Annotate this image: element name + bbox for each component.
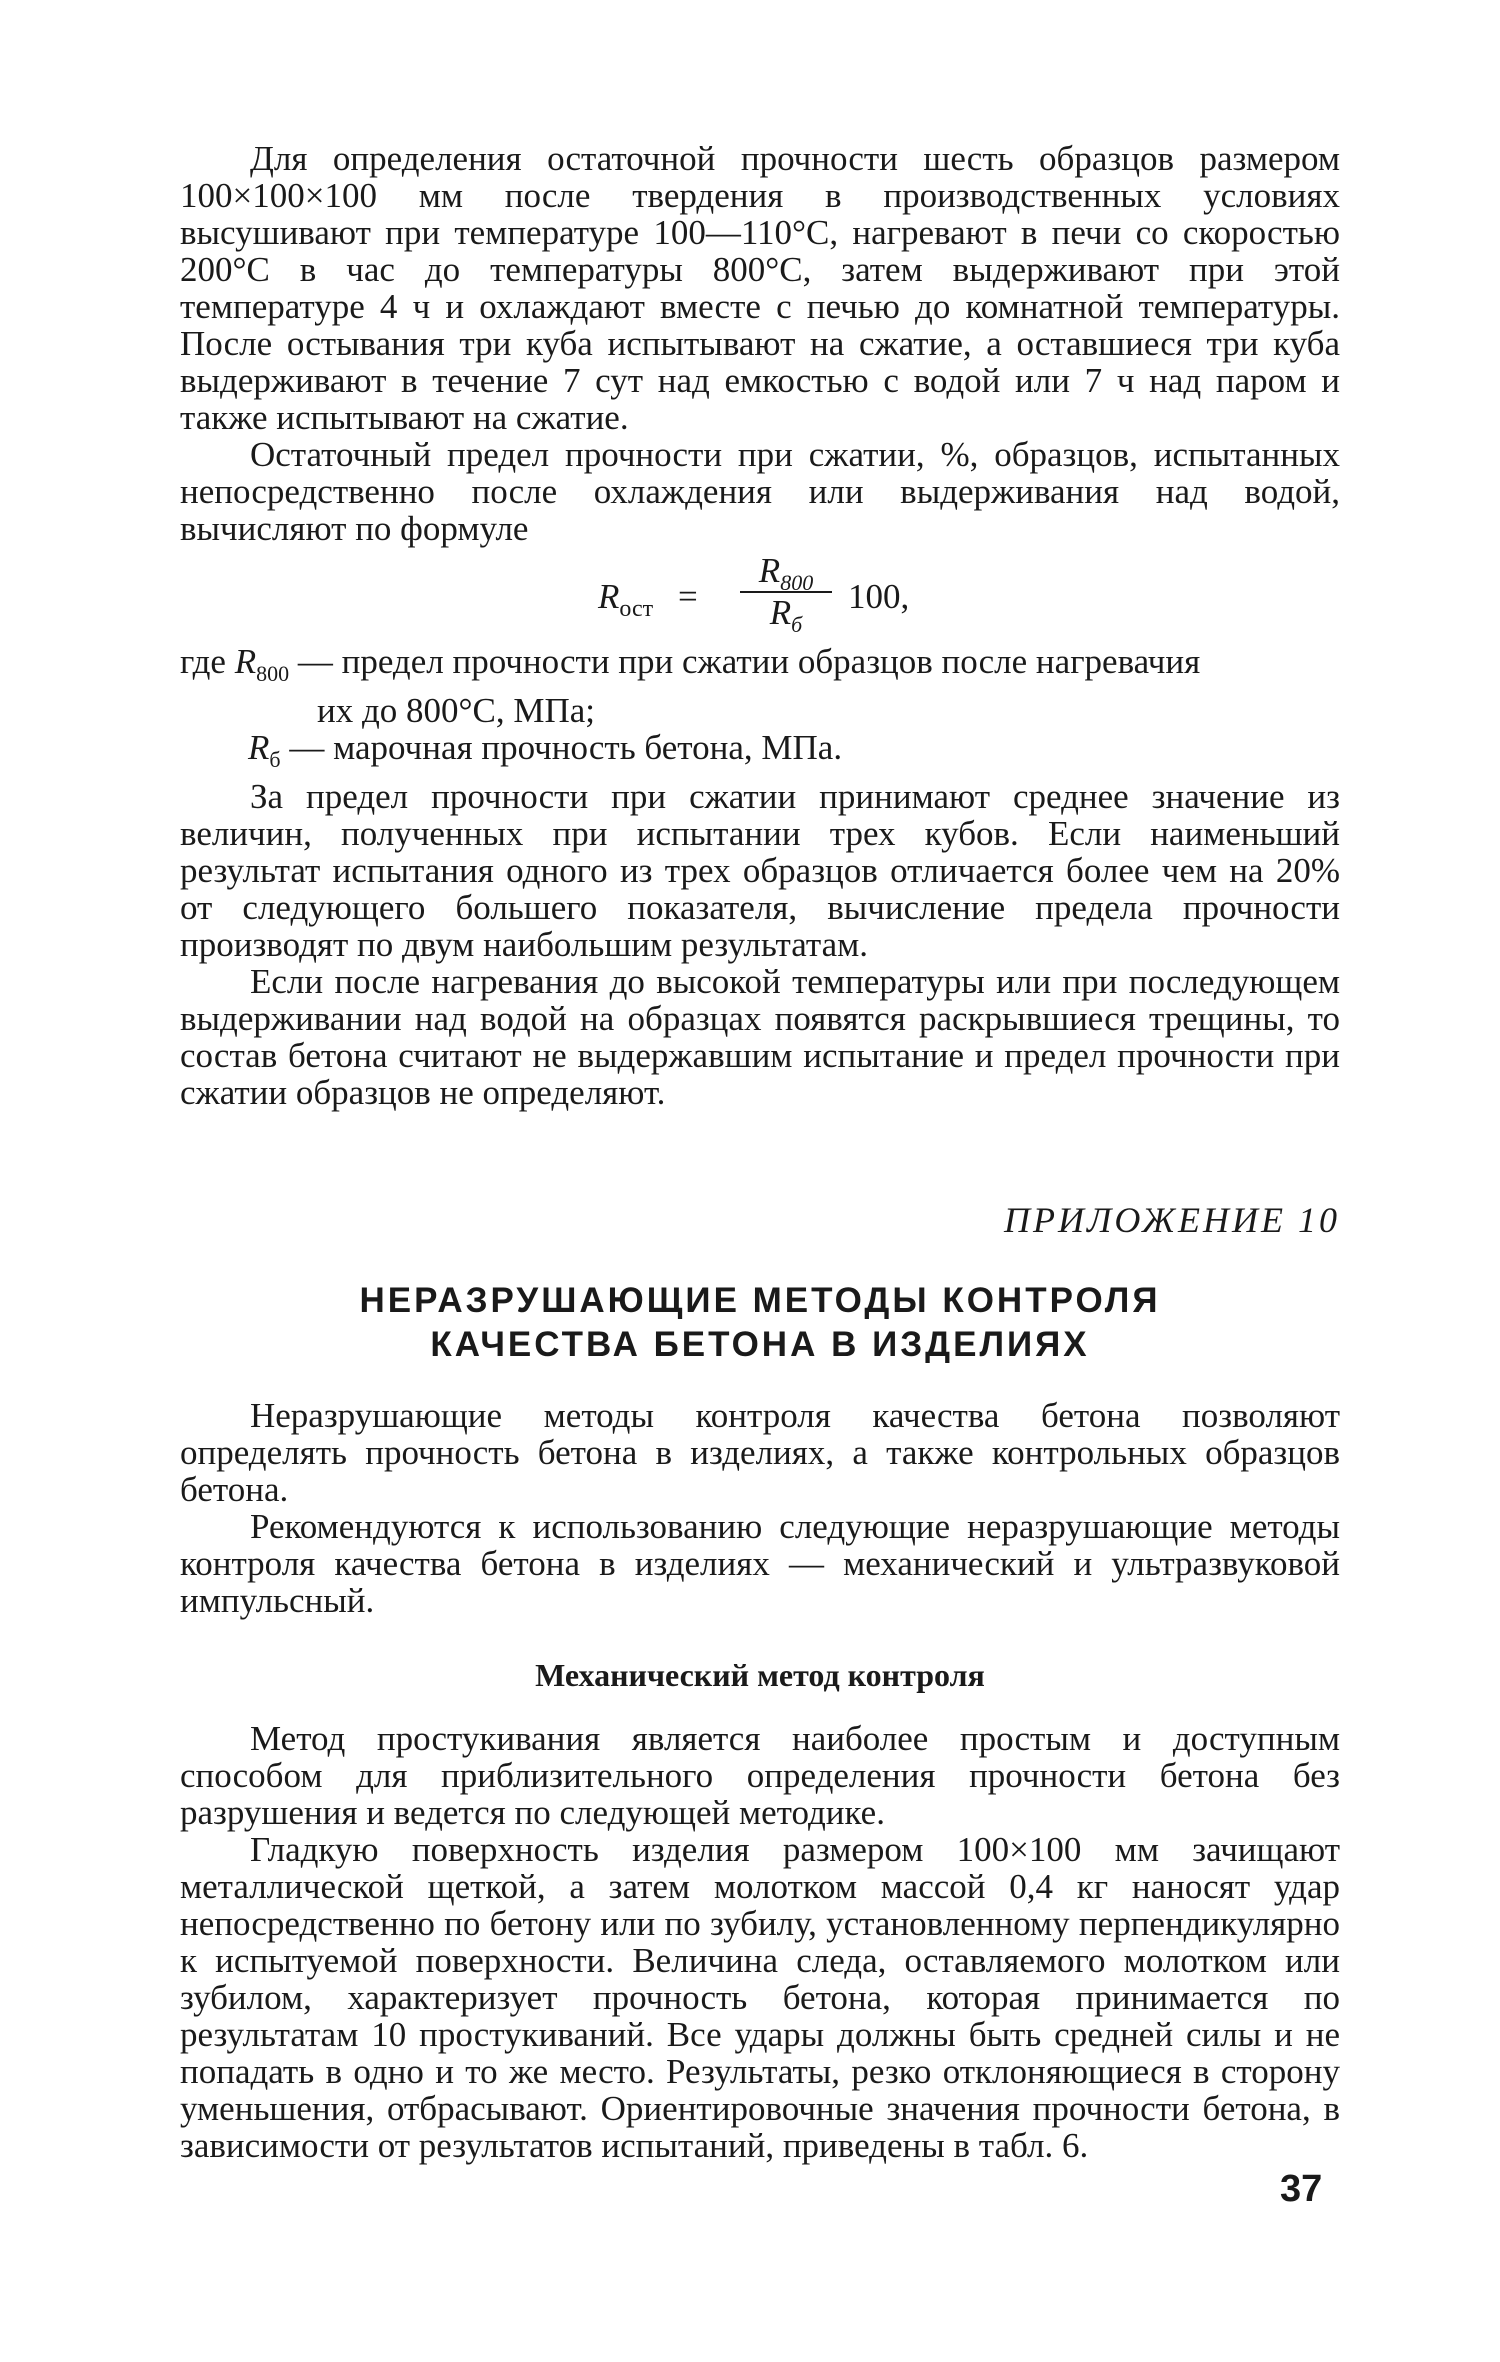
paragraph-average-value: За предел прочности при сжатии принимают среднее значение из величин, полученных при испытании трех кубов. Если наименьший результат испытания одного из трех образцов отличается более чем на 20% от следующего большего показателя, вычисление предела прочности производят по двум наибольшим результатам. [180, 777, 1340, 964]
formula-denominator: $R_б$ [769, 593, 803, 637]
formula-multiplier: 100, [848, 577, 910, 616]
residual-strength-formula [180, 551, 1340, 643]
formula-lhs: $R_{ост}$ [598, 577, 654, 622]
document-page [180, 140, 1340, 2164]
paragraph-residual-strength-formula-intro: Остаточный предел прочности при сжатии, %, образцов, испытанных непосредственно после охлаждения или выдерживания над водой, вычисляют по формуле [180, 435, 1340, 548]
paragraph-tapping-method: Метод простукивания является наиболее простым и доступным способом для приблизительного определения прочности бетона без разрушения и ведется по следующей методике. [180, 1719, 1340, 1832]
paragraph-tapping-procedure: Гладкую поверхность изделия размером 100×100 мм зачищают металлической щеткой, а затем молотком массой 0,4 кг наносят удар непосредственно по бетону или по зубилу, установленному перпендикулярно к испытуемой поверхности. Величина следа, оставляемого молотком или зубилом, характеризует прочность бетона, которая принимается по результатам 10 простукиваний. Все удары должны быть средней силы и не попадать в одно и то же место. Результаты, резко отклоняющиеся в сторону уменьшения, отбрасывают. Ориентировочные значения прочности бетона, в зависимости от результатов испытаний, приведены в табл. 6. [180, 1830, 1340, 2165]
section-title [180, 1279, 1340, 1367]
paragraph-ndt-recommended: Рекомендуются к использованию следующие неразрушающие методы контроля качества бетона в изделиях — механический и ультразвуковой импульсный. [180, 1507, 1340, 1620]
appendix-label: ПРИЛОЖЕНИЕ 10 [1004, 1200, 1340, 1240]
page-number: 37 [1280, 2168, 1323, 2210]
formula-equals: = [678, 577, 698, 616]
paragraph-residual-strength-procedure: Для определения остаточной прочности шесть образцов размером 100×100×100 мм после твердения в производственных условиях высушивают при температуре 100—110°С, нагревают в печи со скоростью 200°С в час до температуры 800°С, затем выдерживают при этой температуре 4 ч и охлаждают вместе с печью до комнатной температуры. После остывания три куба испытывают на сжатие, а оставшиеся три куба выдерживают в течение 7 сут над емкостью с водой или 7 ч над паром и также испытывают на сжатие. [180, 139, 1340, 437]
legend-row-r800-cont: их до 800°С, МПа; [317, 691, 596, 730]
title-line-1: НЕРАЗРУШАЮЩИЕ МЕТОДЫ КОНТРОЛЯ [359, 1281, 1161, 1320]
paragraph-ndt-intro: Неразрушающие методы контроля качества бетона позволяют определять прочность бетона в изделиях, а также контрольных образцов бетона. [180, 1396, 1340, 1509]
formula-legend [180, 643, 1340, 778]
legend-row-rb: $R_б$ — марочная прочность бетона, МПа. [248, 728, 843, 772]
title-line-2: КАЧЕСТВА БЕТОНА В ИЗДЕЛИЯХ [430, 1325, 1090, 1364]
paragraph-cracks: Если после нагревания до высокой температуры или при последующем выдерживании над водой на образцах появятся раскрывшиеся трещины, то состав бетона считают не выдержавшим испытание и предел прочности при сжатии образцов не определяют. [180, 962, 1340, 1112]
formula-numerator: $R_{800}$ [758, 551, 814, 595]
subsection-title: Механический метод контроля [535, 1657, 985, 1693]
legend-row-r800: где $R_{800}$ — предел прочности при сжатии образцов после нагревачия [180, 642, 1201, 686]
formula-fraction [740, 551, 832, 637]
